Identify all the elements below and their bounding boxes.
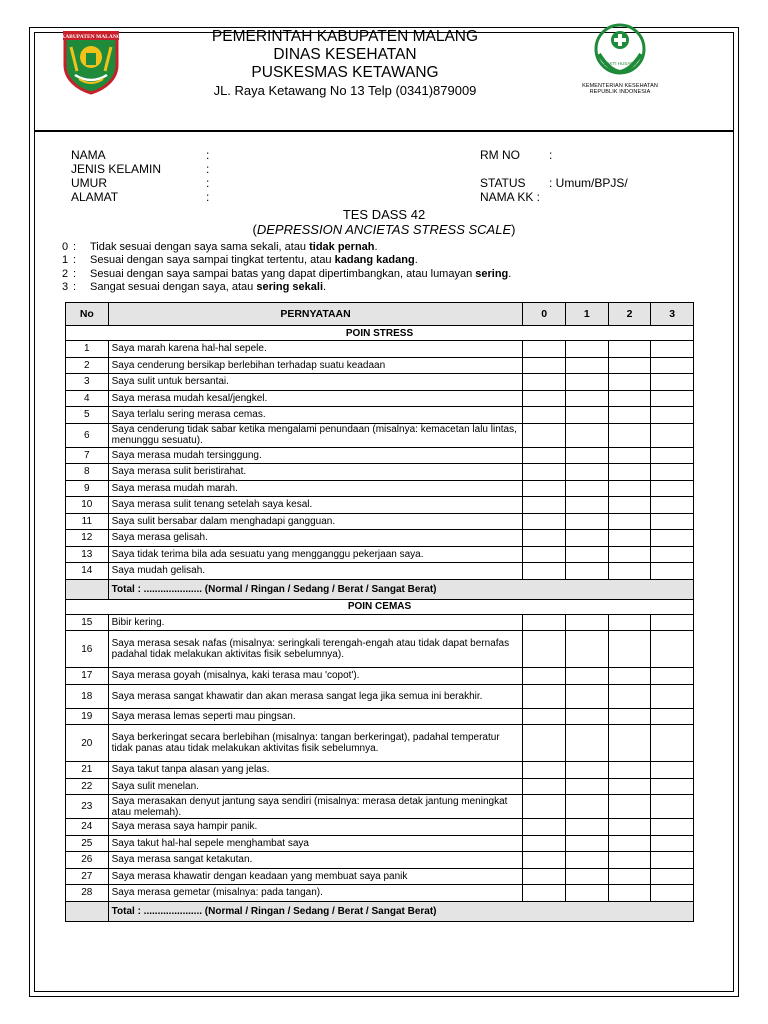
score-cell-1[interactable] [566, 480, 609, 497]
table-row [66, 357, 694, 374]
score-cell-1[interactable] [566, 390, 609, 407]
score-cell-0[interactable] [523, 684, 566, 708]
score-cell-2[interactable] [608, 390, 651, 407]
total-row [66, 901, 694, 921]
item-number: 23 [66, 795, 109, 819]
score-cell-2[interactable] [608, 464, 651, 481]
score-cell-0[interactable] [523, 614, 566, 631]
item-statement: Saya takut hal-hal sepele menghambat saya [108, 835, 523, 852]
score-cell-3[interactable] [651, 868, 694, 885]
score-cell-3[interactable] [651, 546, 694, 563]
table-row [66, 464, 694, 481]
item-statement: Saya merasa mudah kesal/jengkel. [108, 390, 523, 407]
section-header-row [66, 599, 694, 614]
score-cell-2[interactable] [608, 885, 651, 902]
score-cell-1[interactable] [566, 513, 609, 530]
score-cell-3[interactable] [651, 725, 694, 762]
item-statement: Saya merasakan denyut jantung saya sendiri (misalnya: merasa detak jantung meningkat atau melemah). [108, 795, 523, 819]
score-cell-3[interactable] [651, 614, 694, 631]
legend-row: 1 : Sesuai dengan saya sampai tingkat tertentu, atau kadang kadang. [62, 254, 418, 267]
score-cell-3[interactable] [651, 852, 694, 869]
logo-left-caption: KABUPATEN MALANG [60, 34, 122, 40]
score-cell-3[interactable] [651, 885, 694, 902]
item-statement: Saya sulit menelan. [108, 778, 523, 795]
table-row [66, 374, 694, 391]
test-title [100, 207, 668, 237]
score-cell-0[interactable] [523, 868, 566, 885]
score-cell-3[interactable] [651, 708, 694, 725]
score-cell-1[interactable] [566, 762, 609, 779]
table-row [66, 423, 694, 447]
table-row [66, 708, 694, 725]
label-status: STATUS [480, 176, 526, 190]
score-cell-3[interactable] [651, 407, 694, 424]
score-cell-1[interactable] [566, 546, 609, 563]
item-number: 7 [66, 447, 109, 464]
item-statement: Saya takut tanpa alasan yang jelas. [108, 762, 523, 779]
score-cell-0[interactable] [523, 530, 566, 547]
header-pernyataan: PERNYATAAN [108, 303, 523, 326]
score-cell-1[interactable] [566, 684, 609, 708]
score-cell-1[interactable] [566, 374, 609, 391]
score-cell-2[interactable] [608, 725, 651, 762]
score-cell-2[interactable] [608, 684, 651, 708]
item-statement: Saya terlalu sering merasa cemas. [108, 407, 523, 424]
score-cell-2[interactable] [608, 447, 651, 464]
item-number: 1 [66, 341, 109, 358]
address: JL. Raya Ketawang No 13 Telp (0341)879009 [213, 83, 477, 98]
score-cell-1[interactable] [566, 819, 609, 836]
colon-alamat: : [206, 190, 210, 204]
header-score-3: 3 [651, 303, 694, 326]
score-cell-2[interactable] [608, 480, 651, 497]
score-cell-1[interactable] [566, 668, 609, 685]
score-cell-3[interactable] [651, 778, 694, 795]
header-divider [34, 130, 734, 132]
logo-right-caption-1: KEMENTERIAN KESEHATAN [582, 83, 658, 89]
item-number: 14 [66, 563, 109, 580]
item-statement: Saya merasa sangat khawatir dan akan merasa sangat lega jika semua ini berakhir. [108, 684, 523, 708]
item-statement: Saya mudah gelisah. [108, 563, 523, 580]
score-cell-0[interactable] [523, 795, 566, 819]
score-cell-1[interactable] [566, 407, 609, 424]
item-statement: Bibir kering. [108, 614, 523, 631]
total-text[interactable]: Total : ..................... (Normal / Ringan / Sedang / Berat / Sangat Berat) [108, 579, 693, 599]
item-statement: Saya merasa sulit tenang setelah saya kesal. [108, 497, 523, 514]
score-cell-3[interactable] [651, 357, 694, 374]
score-cell-0[interactable] [523, 835, 566, 852]
table-row [66, 563, 694, 580]
score-cell-0[interactable] [523, 708, 566, 725]
item-number: 2 [66, 357, 109, 374]
item-number: 4 [66, 390, 109, 407]
score-cell-0[interactable] [523, 407, 566, 424]
score-cell-0[interactable] [523, 447, 566, 464]
score-cell-3[interactable] [651, 513, 694, 530]
item-number: 17 [66, 668, 109, 685]
item-statement: Saya merasa gelisah. [108, 530, 523, 547]
score-cell-1[interactable] [566, 563, 609, 580]
score-cell-2[interactable] [608, 819, 651, 836]
item-number: 8 [66, 464, 109, 481]
table-row [66, 668, 694, 685]
department-name: DINAS KESEHATAN [273, 46, 417, 63]
score-cell-3[interactable] [651, 762, 694, 779]
section-title: POIN CEMAS [66, 599, 694, 614]
score-cell-3[interactable] [651, 835, 694, 852]
legend-row: 2 : Sesuai dengan saya sampai batas yang dapat dipertimbangkan, atau lumayan sering. [62, 267, 512, 280]
label-rm-no: RM NO [480, 148, 520, 162]
score-cell-1[interactable] [566, 614, 609, 631]
logo-right-caption-2: REPUBLIK INDONESIA [589, 89, 651, 95]
label-umur: UMUR [71, 176, 107, 190]
item-number: 27 [66, 868, 109, 885]
score-cell-0[interactable] [523, 497, 566, 514]
table-row [66, 390, 694, 407]
label-nama-kk: NAMA KK : [480, 190, 541, 204]
header-score-0: 0 [523, 303, 566, 326]
label-nama: NAMA [71, 148, 106, 162]
test-title-main: TES DASS 42 [342, 207, 426, 222]
item-statement: Saya merasa mudah marah. [108, 480, 523, 497]
table-row [66, 513, 694, 530]
score-cell-2[interactable] [608, 374, 651, 391]
score-cell-2[interactable] [608, 546, 651, 563]
score-cell-1[interactable] [566, 497, 609, 514]
kabupaten-malang-logo [57, 27, 125, 95]
table-row [66, 684, 694, 708]
table-body [66, 326, 694, 922]
score-cell-0[interactable] [523, 423, 566, 447]
item-number: 12 [66, 530, 109, 547]
score-cell-2[interactable] [608, 762, 651, 779]
section-header-row [66, 326, 694, 341]
score-cell-0[interactable] [523, 631, 566, 668]
section-title: POIN STRESS [66, 326, 694, 341]
item-number: 15 [66, 614, 109, 631]
logo-right-motto: BAKTI HUSADA [603, 61, 637, 66]
score-cell-0[interactable] [523, 341, 566, 358]
item-number: 25 [66, 835, 109, 852]
table-row [66, 497, 694, 514]
score-cell-1[interactable] [566, 530, 609, 547]
score-cell-3[interactable] [651, 497, 694, 514]
score-cell-1[interactable] [566, 868, 609, 885]
item-number: 19 [66, 708, 109, 725]
score-cell-0[interactable] [523, 819, 566, 836]
score-cell-3[interactable] [651, 390, 694, 407]
item-statement: Saya sulit untuk bersantai. [108, 374, 523, 391]
score-cell-3[interactable] [651, 464, 694, 481]
score-cell-0[interactable] [523, 852, 566, 869]
score-cell-3[interactable] [651, 530, 694, 547]
item-number: 10 [66, 497, 109, 514]
score-cell-3[interactable] [651, 668, 694, 685]
score-cell-1[interactable] [566, 795, 609, 819]
table-row [66, 795, 694, 819]
item-number: 3 [66, 374, 109, 391]
table-row [66, 480, 694, 497]
item-number: 6 [66, 423, 109, 447]
score-cell-1[interactable] [566, 464, 609, 481]
dass-table [65, 302, 694, 922]
item-number: 22 [66, 778, 109, 795]
item-statement: Saya sulit bersabar dalam menghadapi gangguan. [108, 513, 523, 530]
item-statement: Saya merasa sesak nafas (misalnya: seringkali terengah-engah atau tidak dapat bernafas padahal tidak melakukan aktivitas fisik sebelumnya). [108, 631, 523, 668]
score-cell-2[interactable] [608, 708, 651, 725]
score-cell-2[interactable] [608, 563, 651, 580]
item-number: 16 [66, 631, 109, 668]
legend-row: 0 : Tidak sesuai dengan saya sama sekali, atau tidak pernah. [62, 241, 378, 253]
legend-row: 3 : Sangat sesuai dengan saya, atau sering sekali. [62, 280, 327, 293]
table-row [66, 614, 694, 631]
item-statement: Saya merasa sulit beristirahat. [108, 464, 523, 481]
score-cell-3[interactable] [651, 423, 694, 447]
score-cell-1[interactable] [566, 885, 609, 902]
item-number: 9 [66, 480, 109, 497]
score-cell-0[interactable] [523, 563, 566, 580]
score-cell-1[interactable] [566, 447, 609, 464]
score-cell-2[interactable] [608, 423, 651, 447]
score-cell-3[interactable] [651, 684, 694, 708]
item-statement: Saya cenderung bersikap berlebihan terhadap suatu keadaan [108, 357, 523, 374]
score-cell-2[interactable] [608, 497, 651, 514]
table-row [66, 407, 694, 424]
total-empty-cell [66, 579, 109, 599]
item-statement: Saya merasa lemas seperti mau pingsan. [108, 708, 523, 725]
table-row [66, 725, 694, 762]
item-statement: Saya berkeringat secara berlebihan (misalnya: tangan berkeringat), padahal temperatur tidak panas atau tidak melakukan aktivitas fisik sebelumnya. [108, 725, 523, 762]
score-cell-1[interactable] [566, 423, 609, 447]
score-cell-3[interactable] [651, 631, 694, 668]
item-statement: Saya merasa khawatir dengan keadaan yang membuat saya panik [108, 868, 523, 885]
government-name: PEMERINTAH KABUPATEN MALANG [211, 28, 479, 45]
table-row [66, 530, 694, 547]
score-cell-2[interactable] [608, 795, 651, 819]
score-cell-3[interactable] [651, 819, 694, 836]
score-cell-0[interactable] [523, 357, 566, 374]
table-row [66, 631, 694, 668]
total-row [66, 579, 694, 599]
colon-jenis-kelamin: : [206, 162, 210, 176]
scale-legend [62, 241, 702, 294]
label-alamat: ALAMAT [71, 190, 119, 204]
item-number: 13 [66, 546, 109, 563]
score-cell-2[interactable] [608, 668, 651, 685]
item-number: 20 [66, 725, 109, 762]
item-number: 5 [66, 407, 109, 424]
score-cell-3[interactable] [651, 795, 694, 819]
table-row [66, 778, 694, 795]
score-cell-1[interactable] [566, 631, 609, 668]
colon-nama: : [206, 148, 210, 162]
item-number: 28 [66, 885, 109, 902]
score-cell-3[interactable] [651, 374, 694, 391]
label-jenis-kelamin: JENIS KELAMIN [71, 162, 162, 176]
score-cell-2[interactable] [608, 835, 651, 852]
item-statement: Saya cenderung tidak sabar ketika mengalami penundaan (misalnya: kemacetan lalu lintas, menunggu sesuatu). [108, 423, 523, 447]
table-row [66, 546, 694, 563]
item-number: 26 [66, 852, 109, 869]
score-cell-2[interactable] [608, 631, 651, 668]
item-statement: Saya merasa gemetar (misalnya: pada tangan). [108, 885, 523, 902]
score-cell-0[interactable] [523, 885, 566, 902]
score-cell-0[interactable] [523, 374, 566, 391]
table-header-row [66, 303, 694, 326]
score-cell-2[interactable] [608, 407, 651, 424]
score-cell-3[interactable] [651, 341, 694, 358]
score-cell-1[interactable] [566, 725, 609, 762]
score-cell-1[interactable] [566, 778, 609, 795]
item-statement: Saya merasa mudah tersinggung. [108, 447, 523, 464]
item-number: 11 [66, 513, 109, 530]
colon-rm-no: : [549, 148, 553, 162]
table-row [66, 852, 694, 869]
score-cell-0[interactable] [523, 762, 566, 779]
status-value: : Umum/BPJS/ [549, 176, 628, 190]
score-cell-0[interactable] [523, 513, 566, 530]
score-cell-1[interactable] [566, 708, 609, 725]
score-cell-2[interactable] [608, 341, 651, 358]
score-cell-2[interactable] [608, 513, 651, 530]
colon-umur: : [206, 176, 210, 190]
score-cell-0[interactable] [523, 778, 566, 795]
table-row [66, 341, 694, 358]
letterhead [150, 28, 540, 99]
table-row [66, 762, 694, 779]
table-row [66, 819, 694, 836]
score-cell-2[interactable] [608, 852, 651, 869]
score-cell-1[interactable] [566, 835, 609, 852]
score-cell-1[interactable] [566, 341, 609, 358]
score-cell-3[interactable] [651, 447, 694, 464]
item-number: 18 [66, 684, 109, 708]
header-score-2: 2 [608, 303, 651, 326]
puskesmas-name: PUSKESMAS KETAWANG [251, 64, 439, 81]
score-cell-2[interactable] [608, 778, 651, 795]
score-cell-3[interactable] [651, 563, 694, 580]
item-statement: Saya marah karena hal-hal sepele. [108, 341, 523, 358]
score-cell-0[interactable] [523, 668, 566, 685]
score-cell-0[interactable] [523, 725, 566, 762]
item-statement: Saya tidak terima bila ada sesuatu yang mengganggu pekerjaan saya. [108, 546, 523, 563]
kemenkes-logo [565, 22, 675, 96]
test-title-sub: (DEPRESSION ANCIETAS STRESS SCALE) [252, 222, 516, 237]
score-cell-0[interactable] [523, 390, 566, 407]
item-statement: Saya merasa goyah (misalnya, kaki terasa mau 'copot'). [108, 668, 523, 685]
total-empty-cell [66, 901, 109, 921]
table-row [66, 447, 694, 464]
table-row [66, 868, 694, 885]
header-no: No [66, 303, 109, 326]
score-cell-1[interactable] [566, 357, 609, 374]
score-cell-0[interactable] [523, 464, 566, 481]
score-cell-2[interactable] [608, 868, 651, 885]
item-statement: Saya merasa saya hampir panik. [108, 819, 523, 836]
score-cell-1[interactable] [566, 852, 609, 869]
header-score-1: 1 [566, 303, 609, 326]
score-cell-2[interactable] [608, 530, 651, 547]
item-number: 24 [66, 819, 109, 836]
score-cell-0[interactable] [523, 546, 566, 563]
score-cell-2[interactable] [608, 357, 651, 374]
total-text[interactable]: Total : ..................... (Normal / Ringan / Sedang / Berat / Sangat Berat) [108, 901, 693, 921]
score-cell-2[interactable] [608, 614, 651, 631]
item-statement: Saya merasa sangat ketakutan. [108, 852, 523, 869]
score-cell-3[interactable] [651, 480, 694, 497]
item-number: 21 [66, 762, 109, 779]
table-row [66, 885, 694, 902]
table-row [66, 835, 694, 852]
score-cell-0[interactable] [523, 480, 566, 497]
